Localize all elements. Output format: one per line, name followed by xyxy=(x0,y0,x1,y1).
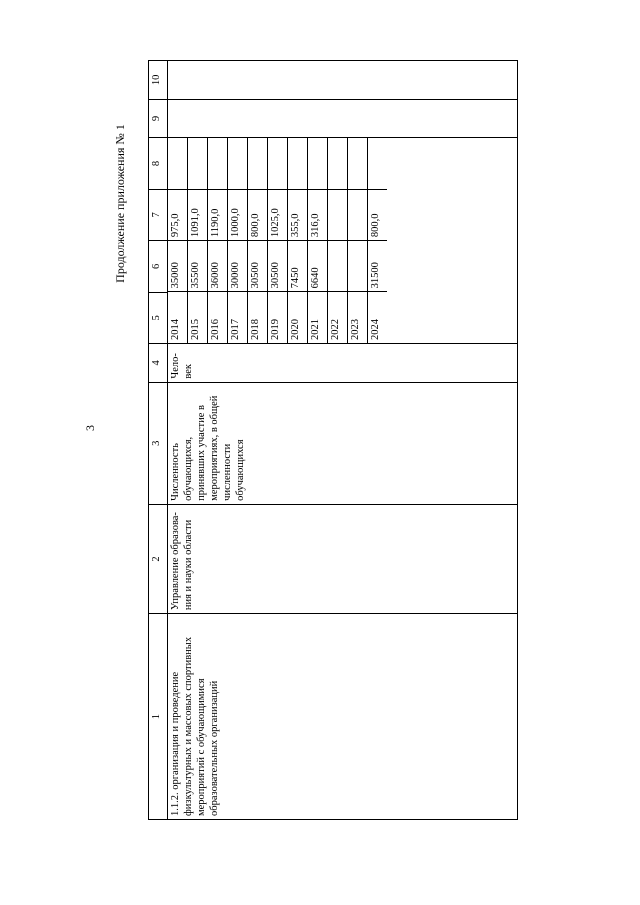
year-row xyxy=(368,138,388,343)
col-header-5: 5 xyxy=(149,292,168,343)
value-col7-cell xyxy=(328,138,348,189)
value-col6-cell xyxy=(348,189,368,240)
col-header-6: 6 xyxy=(149,241,168,292)
year-row xyxy=(288,138,308,343)
rotated-table-frame xyxy=(148,74,518,820)
value-col5-cell: 31500 xyxy=(368,241,388,292)
col-header-8: 8 xyxy=(149,138,168,189)
value-col7-cell xyxy=(248,138,268,189)
year-row xyxy=(308,138,328,343)
col-header-7: 7 xyxy=(149,189,168,240)
col-header-9: 9 xyxy=(149,99,168,138)
value-col5-cell xyxy=(348,241,368,292)
year-cell: 2016 xyxy=(208,292,228,343)
value-col6-cell: 1000,0 xyxy=(228,189,248,240)
yearly-values-cell xyxy=(168,138,518,344)
value-col6-cell xyxy=(328,189,348,240)
year-cell: 2015 xyxy=(188,292,208,343)
year-cell: 2023 xyxy=(348,292,368,343)
year-cell: 2024 xyxy=(368,292,388,343)
value-col7-cell xyxy=(268,138,288,189)
value-col7-cell xyxy=(208,138,228,189)
unit-cell: Чело-век xyxy=(168,344,518,383)
value-col7-cell xyxy=(168,138,188,189)
year-cell: 2018 xyxy=(248,292,268,343)
year-row xyxy=(248,138,268,343)
year-row xyxy=(168,138,188,343)
value-col7-cell xyxy=(368,138,388,189)
col-header-1: 1 xyxy=(149,614,168,820)
year-row xyxy=(268,138,288,343)
value-col7-cell xyxy=(228,138,248,189)
value-col6-cell: 355,0 xyxy=(288,189,308,240)
header-row xyxy=(149,61,168,820)
year-row xyxy=(188,138,208,343)
value-col6-cell: 1190,0 xyxy=(208,189,228,240)
col-header-4: 4 xyxy=(149,344,168,383)
yearly-values-table xyxy=(168,138,387,343)
col-header-2: 2 xyxy=(149,504,168,613)
value-col5-cell: 35000 xyxy=(168,241,188,292)
value-col5-cell: 6640 xyxy=(308,241,328,292)
header-note: Продолжение приложения № 1 xyxy=(112,123,127,283)
col-header-10: 10 xyxy=(149,61,168,100)
col10-cell xyxy=(168,61,518,100)
value-col5-cell: 36000 xyxy=(208,241,228,292)
value-col5-cell: 30500 xyxy=(248,241,268,292)
value-col5-cell: 30000 xyxy=(228,241,248,292)
year-cell: 2020 xyxy=(288,292,308,343)
table-row xyxy=(168,61,518,820)
value-col5-cell: 30500 xyxy=(268,241,288,292)
executor-cell: Управление образова-ния и науки области xyxy=(168,504,518,613)
year-cell: 2014 xyxy=(168,292,188,343)
value-col6-cell: 1025,0 xyxy=(268,189,288,240)
value-col5-cell xyxy=(328,241,348,292)
header-note-wrap xyxy=(110,123,130,283)
year-cell: 2019 xyxy=(268,292,288,343)
appendix-table xyxy=(148,60,518,820)
year-cell: 2021 xyxy=(308,292,328,343)
year-row xyxy=(228,138,248,343)
value-col7-cell xyxy=(348,138,368,189)
page-number: 3 xyxy=(83,425,97,431)
year-cell: 2022 xyxy=(328,292,348,343)
indicator-cell: Численность обучающихся, принявших участие в мероприятиях, в общей численности обучающихся xyxy=(168,382,518,504)
measure-cell: 1.1.2. организация и проведение физкультурных и массовых спортивных мероприятий с обучающимися образовательных организаций xyxy=(168,614,518,820)
value-col6-cell: 800,0 xyxy=(368,189,388,240)
col-header-3: 3 xyxy=(149,382,168,504)
col9-cell xyxy=(168,99,518,138)
value-col6-cell: 1091,0 xyxy=(188,189,208,240)
value-col7-cell xyxy=(288,138,308,189)
value-col6-cell: 800,0 xyxy=(248,189,268,240)
value-col7-cell xyxy=(308,138,328,189)
value-col5-cell: 7450 xyxy=(288,241,308,292)
value-col5-cell: 35500 xyxy=(188,241,208,292)
year-row xyxy=(328,138,348,343)
year-cell: 2017 xyxy=(228,292,248,343)
value-col7-cell xyxy=(188,138,208,189)
year-row xyxy=(208,138,228,343)
year-row xyxy=(348,138,368,343)
value-col6-cell: 316,0 xyxy=(308,189,328,240)
value-col6-cell: 975,0 xyxy=(168,189,188,240)
